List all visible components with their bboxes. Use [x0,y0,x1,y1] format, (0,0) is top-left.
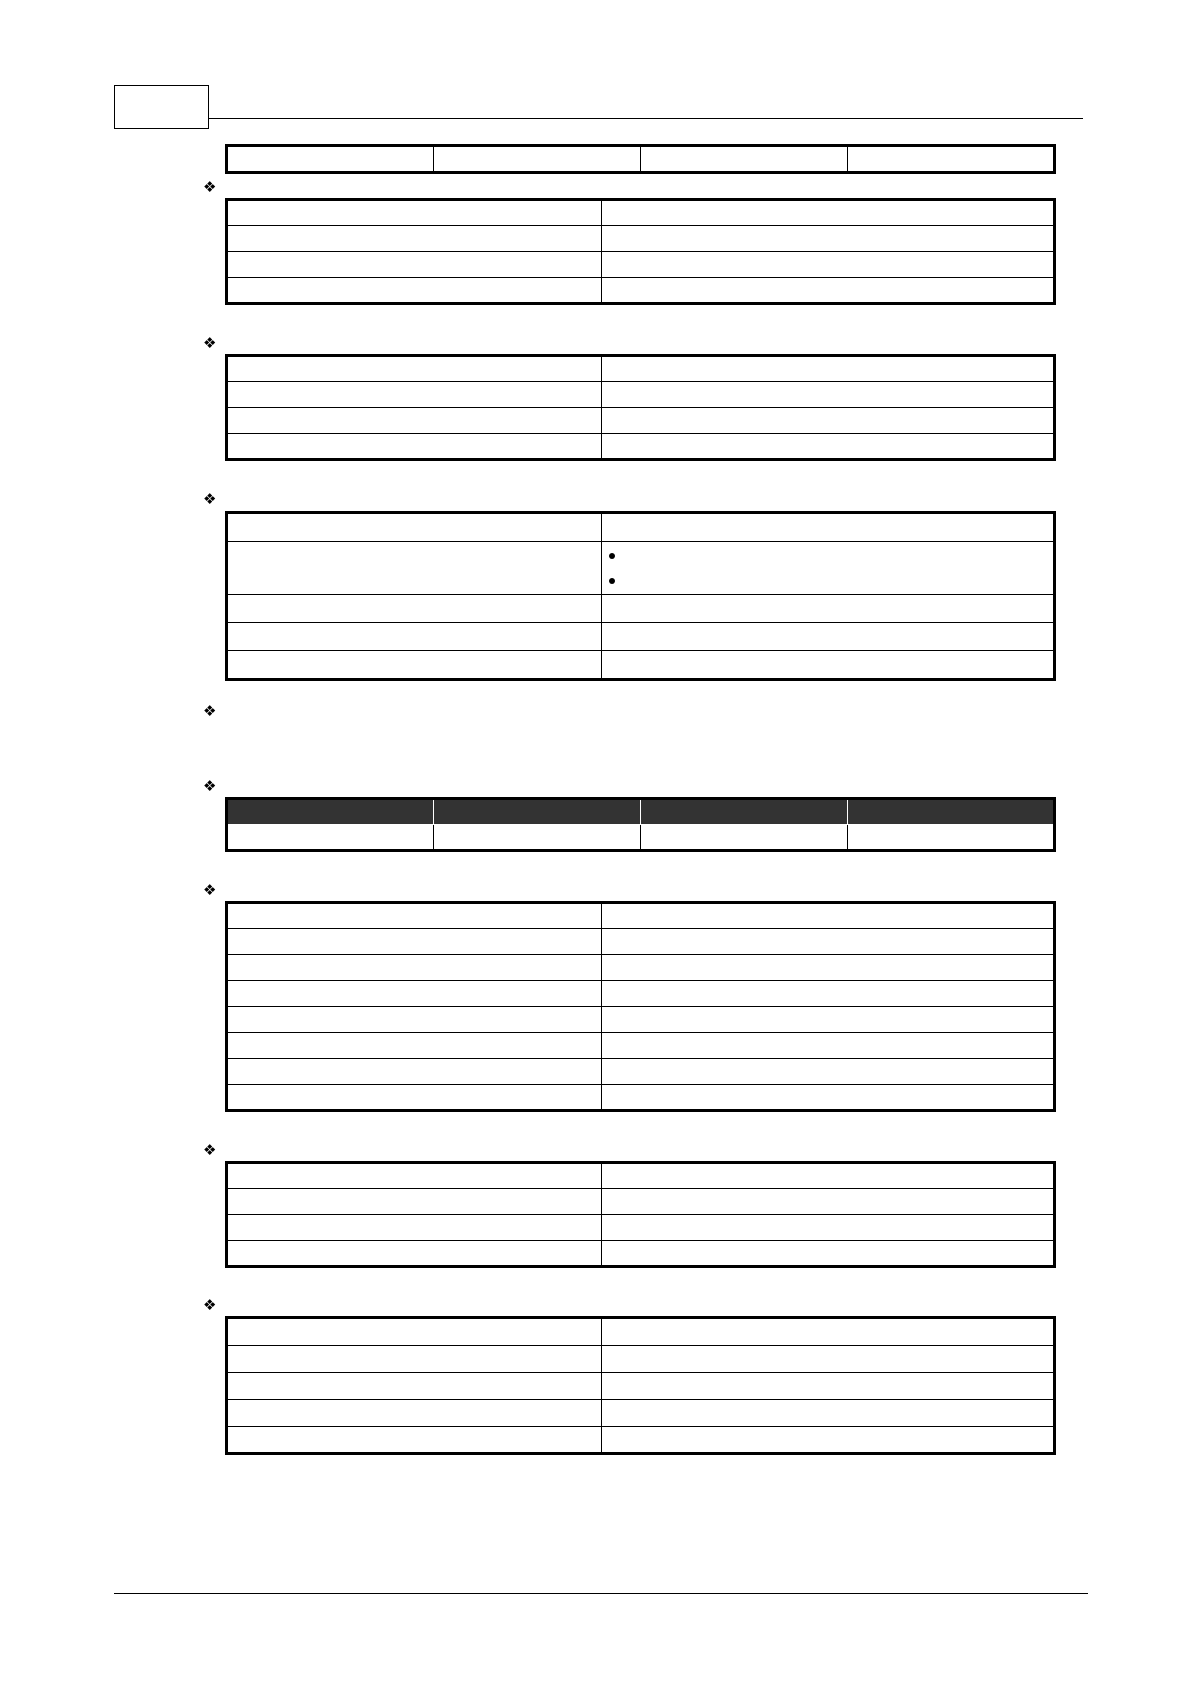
table-cell [227,1215,602,1241]
table-row [227,903,1055,929]
table-cell [227,1400,602,1427]
table-row [227,513,1055,542]
table-cell [227,981,602,1007]
table-cell [434,146,641,173]
table-cell [227,1085,602,1111]
table-row [227,1427,1055,1454]
table-row [227,1215,1055,1241]
table-cell [602,623,1055,651]
table-cell [602,408,1055,434]
table-row [227,278,1055,304]
table-row [227,200,1055,226]
table-row [227,1189,1055,1215]
table-header-row [227,799,1055,825]
table-cell [227,623,602,651]
bullet-list [608,543,1047,593]
table-row [227,623,1055,651]
diamond-four-icon: ❖ [203,777,217,795]
table-cell [848,825,1055,851]
table-row [227,1163,1055,1189]
table-cell [602,226,1055,252]
table-header-cell [848,799,1055,825]
table-cell [227,1163,602,1189]
table-cell [602,955,1055,981]
table-cell [602,513,1055,542]
table-cell [602,1033,1055,1059]
table-row [227,356,1055,382]
table-header-cell [434,799,641,825]
table-row [227,382,1055,408]
table-header-cell [641,799,848,825]
table-cell [227,434,602,460]
table-row [227,226,1055,252]
table-cell [227,1427,602,1454]
table-row [227,955,1055,981]
table-row [227,542,1055,595]
table-cell [227,542,602,595]
table-cell [602,1318,1055,1346]
list-item [608,568,1047,593]
table-cell [602,1215,1055,1241]
spec-table-top [225,144,1056,174]
table-cell [602,929,1055,955]
table-row [227,1400,1055,1427]
table-cell [227,1318,602,1346]
spec-table-6 [225,901,1056,1112]
table-row [227,1085,1055,1111]
table-cell [602,1427,1055,1454]
table-cell [227,513,602,542]
table-cell [227,200,602,226]
table-cell [227,1189,602,1215]
table-row [227,434,1055,460]
table-cell [602,595,1055,623]
table-cell [602,356,1055,382]
table-row [227,1373,1055,1400]
table-cell [227,595,602,623]
spec-table-5 [225,797,1056,852]
table-row [227,651,1055,680]
table-row [227,1318,1055,1346]
header-rule [209,118,1083,119]
spec-table-3 [225,511,1056,681]
table-cell [227,1033,602,1059]
table-cell [227,1373,602,1400]
table-cell [602,200,1055,226]
table-row [227,595,1055,623]
table-cell [602,382,1055,408]
table-row [227,1346,1055,1373]
spec-table-1 [225,198,1056,305]
table-row [227,825,1055,851]
table-row [227,1033,1055,1059]
table-cell [602,278,1055,304]
table-cell [602,1059,1055,1085]
table-cell [641,146,848,173]
table-cell [602,1163,1055,1189]
diamond-four-icon: ❖ [203,334,217,352]
table-cell [227,146,434,173]
diamond-four-icon: ❖ [203,1141,217,1159]
table-cell [227,382,602,408]
page-number-box [114,85,209,129]
table-cell [602,1007,1055,1033]
table-cell [602,1241,1055,1267]
table-cell [434,825,641,851]
table-row [227,1241,1055,1267]
table-cell [641,825,848,851]
table-cell [227,1007,602,1033]
table-cell [227,955,602,981]
table-header-cell [227,799,434,825]
table-row [227,252,1055,278]
table-cell [602,1373,1055,1400]
table-cell [602,1400,1055,1427]
table-cell [227,1346,602,1373]
spec-table-2 [225,354,1056,461]
table-row [227,929,1055,955]
table-cell [227,356,602,382]
table-cell [227,1059,602,1085]
table-cell [602,542,1055,595]
spec-table-8 [225,1316,1056,1455]
table-cell [227,226,602,252]
table-cell [227,651,602,680]
table-cell [227,408,602,434]
diamond-four-icon: ❖ [203,490,217,508]
table-cell [602,1085,1055,1111]
table-cell [602,434,1055,460]
footer-rule [114,1593,1088,1594]
table-row [227,408,1055,434]
table-cell [602,252,1055,278]
diamond-four-icon: ❖ [203,881,217,899]
table-cell [227,1241,602,1267]
table-row [227,1007,1055,1033]
table-row [227,981,1055,1007]
table-cell [602,981,1055,1007]
diamond-four-icon: ❖ [203,1296,217,1314]
table-cell [227,825,434,851]
table-cell [848,146,1055,173]
spec-table-7 [225,1161,1056,1268]
table-cell [602,651,1055,680]
table-cell [602,903,1055,929]
table-cell [602,1346,1055,1373]
table-cell [227,252,602,278]
table-row [227,146,1055,173]
table-cell [227,278,602,304]
table-row [227,1059,1055,1085]
table-cell [227,903,602,929]
list-item [608,543,1047,568]
diamond-four-icon: ❖ [203,702,217,720]
diamond-four-icon: ❖ [203,178,217,196]
table-cell [227,929,602,955]
table-cell [602,1189,1055,1215]
